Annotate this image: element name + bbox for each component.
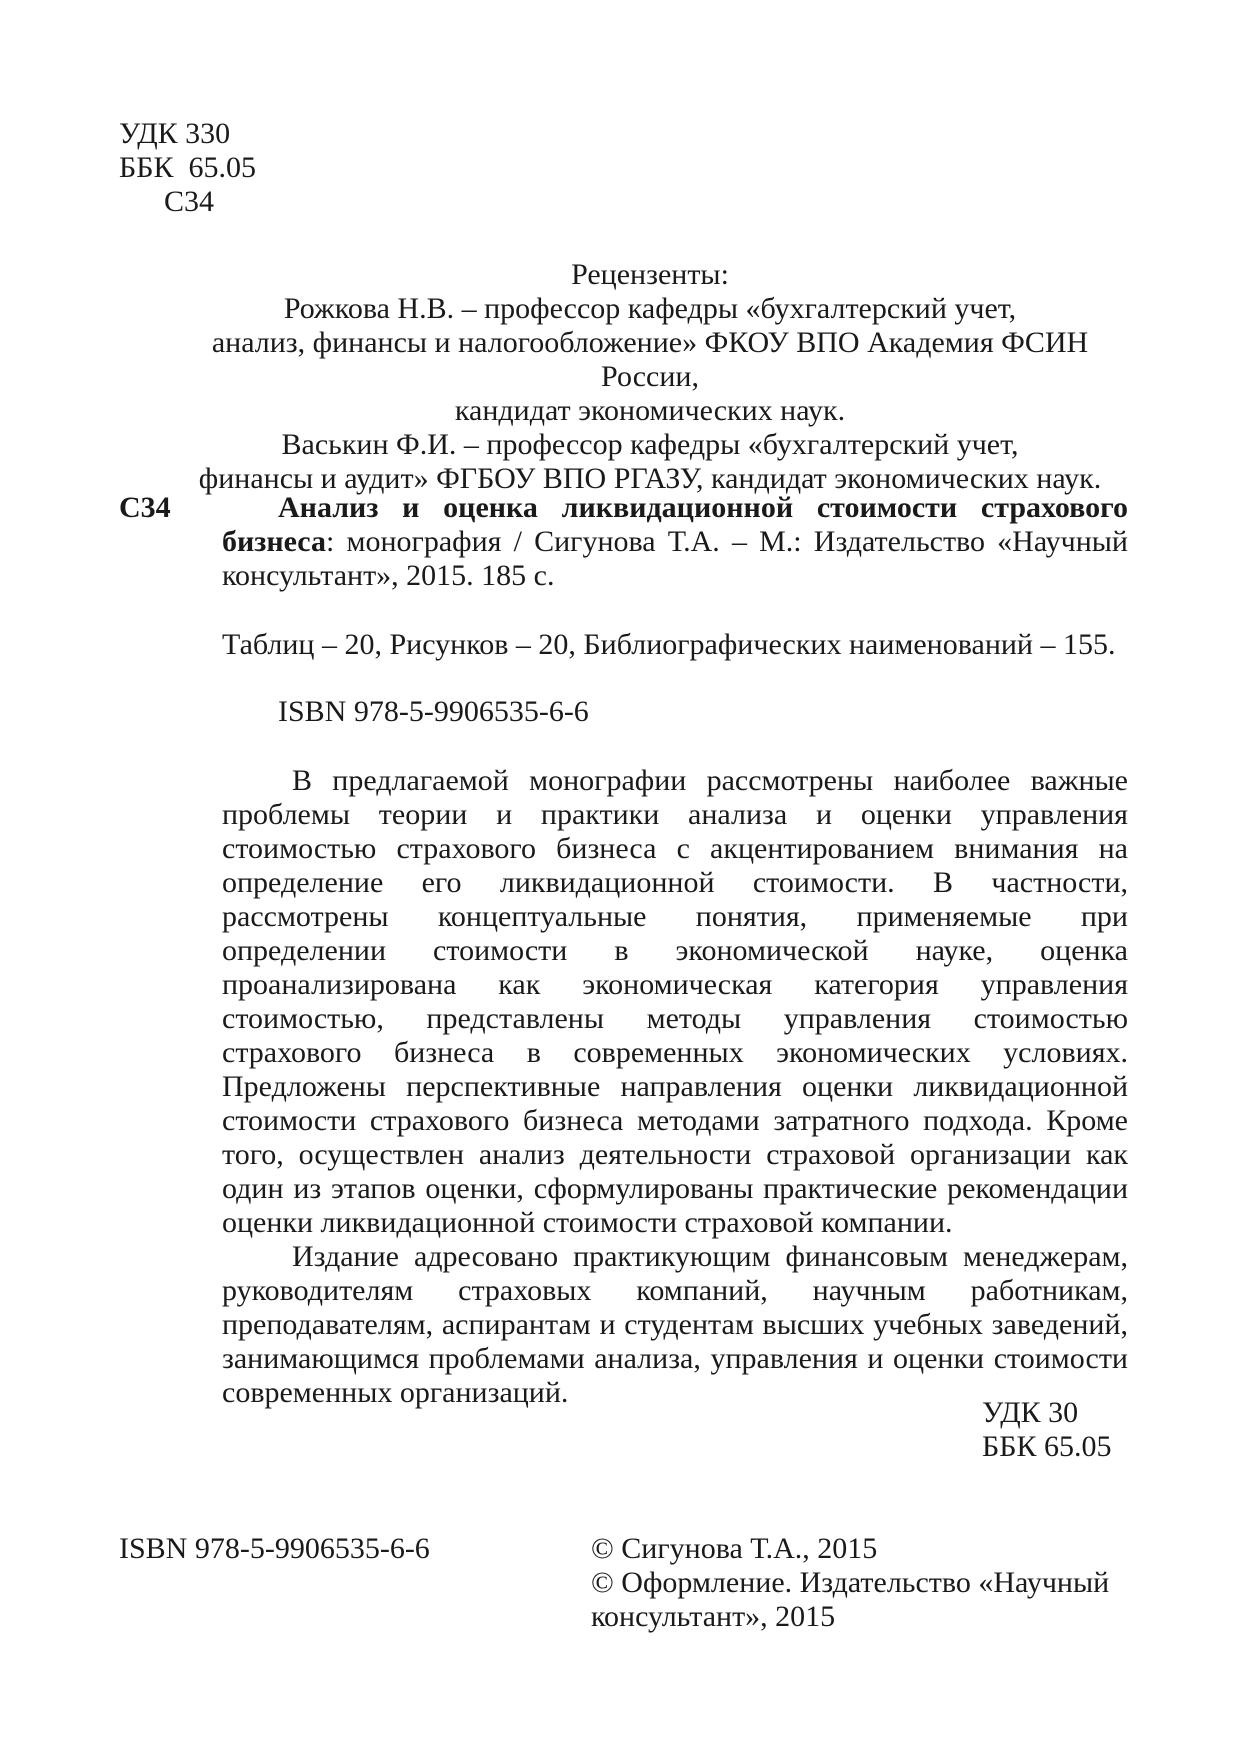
classification-codes-bottom [982, 1396, 1111, 1464]
bbk-code-bottom: ББК 65.05 [982, 1430, 1112, 1463]
bbk-code: ББК 65.05 [119, 151, 256, 184]
reviewer-line: Рожкова Н.В. – профессор кафедры «бухгалтерский учет, [283, 292, 1017, 325]
abstract [222, 764, 1128, 1410]
reviewers-heading: Рецензенты: [571, 258, 729, 291]
bibliographic-record [222, 491, 1128, 593]
udk-code-bottom: УДК 30 [982, 1396, 1079, 1429]
abstract-paragraph: Издание адресовано практикующим финансовым менеджерам, руководителям страховых компаний, научным работникам, преподавателям, аспирантам и студентам высших учебных заведений, занимающимся проблемами анализа, управления и оценки стоимости современных организаций. [222, 1240, 1128, 1409]
author-mark: С34 [119, 185, 215, 218]
isbn-middle: ISBN 978-5-9906535-6-6 [278, 695, 589, 728]
reviewer-line: финансы и аудит» ФГБОУ ВПО РГАЗУ, кандидат экономических наук. [198, 462, 1102, 495]
copyright-block [591, 1532, 1131, 1634]
reviewer-line: анализ, финансы и налогообложение» ФКОУ ВПО Академия ФСИН России, [211, 326, 1089, 393]
bibliographic-mark: С34 [119, 491, 171, 524]
reviewers-block [170, 258, 1130, 496]
copyright-design-cont: консультант», 2015 [591, 1600, 836, 1633]
udk-code: УДК 330 [119, 117, 231, 150]
counts-line: Таблиц – 20, Рисунков – 20, Библиографических наименований – 155. [222, 628, 1116, 661]
copyright-author: © Сигунова Т.А., 2015 [591, 1532, 878, 1565]
reviewer-line: Васькин Ф.И. – профессор кафедры «бухгалтерский учет, [281, 428, 1019, 461]
abstract-paragraph: В предлагаемой монографии рассмотрены наиболее важные проблемы теории и практики анализа и оценки управления стоимостью страхового бизнеса с акцентированием внимания на определение его ликвидационной стоимости. В частности, рассмотрены концептуальные понятия, применяемые при определении стоимости в экономической науке, оценка проанализирована как экономическая категория управления стоимостью, представлены методы управления стоимостью страхового бизнеса в современных экономических условиях. Предложены перспективные направления оценки ликвидационной стоимости страхового бизнеса методами затратного подхода. Кроме того, осуществлен анализ деятельности страховой организации как один из этапов оценки, сформулированы практические рекомендации оценки ликвидационной стоимости страховой компании. [222, 764, 1128, 1239]
copyright-design: © Оформление. Издательство «Научный [591, 1566, 1110, 1599]
isbn-bottom: ISBN 978-5-9906535-6-6 [119, 1532, 430, 1565]
classification-codes-top [119, 117, 256, 219]
reviewer-line: кандидат экономических наук. [454, 394, 846, 427]
book-title: Анализ и оценка ликвидационной стоимости страхового бизнеса [222, 491, 1128, 558]
bibliographic-details: : монография / Сигунова Т.А. – М.: Издательство «Научный консультант», 2015. 185 с. [222, 525, 1128, 592]
